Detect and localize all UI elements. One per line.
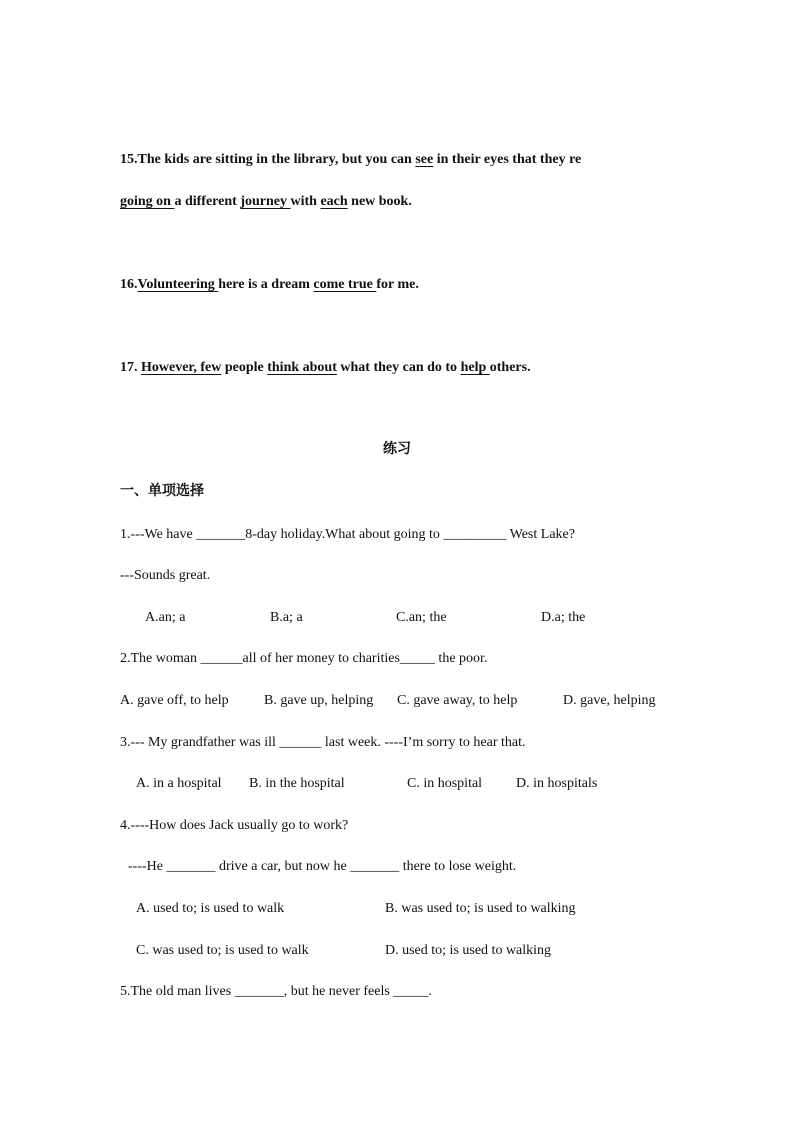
q1-option-c: C.an; the: [396, 610, 447, 625]
q17-text-b: people: [221, 360, 268, 375]
q16-text-c: for me.: [376, 277, 419, 292]
q15-underline-see: see: [415, 152, 434, 167]
q4-option-a: A. used to; is used to walk: [136, 901, 285, 916]
q4-option-c: C. was used to; is used to walk: [136, 943, 309, 958]
question-1: 1.---We have _______8-day holiday.What about going to _________ West Lake?: [120, 527, 575, 542]
q4-option-b: B. was used to; is used to walking: [385, 901, 576, 916]
q15-text-d: with: [290, 194, 321, 209]
q2-option-a: A. gave off, to help: [120, 693, 229, 708]
section-title-single-choice: 一、单项选择: [120, 484, 204, 499]
q2-option-b: B. gave up, helping: [264, 693, 374, 708]
q15-underline-going-on: going on: [120, 194, 175, 209]
q15-underline-each: each: [320, 194, 348, 209]
question-4-reply: ----He _______ drive a car, but now he _______ there to lose weight.: [128, 859, 517, 874]
q3-option-c: C. in hospital: [407, 776, 483, 791]
q2-option-d: D. gave, helping: [563, 693, 656, 708]
q17-underline-help: help: [460, 360, 490, 375]
q17-underline-however-few: However, few: [141, 360, 222, 375]
q3-option-b: B. in the hospital: [249, 776, 345, 791]
question-16: [120, 276, 674, 294]
q4-option-d: D. used to; is used to walking: [385, 943, 552, 958]
q15-text-a: 15.The kids are sitting in the library, but you can: [120, 152, 416, 167]
q15-text-c: a different: [174, 194, 241, 209]
question-4: 4.----How does Jack usually go to work?: [120, 818, 349, 833]
question-2: 2.The woman ______all of her money to charities_____ the poor.: [120, 651, 488, 666]
q1-option-d: D.a; the: [541, 610, 586, 625]
q15-text-e: new book.: [347, 194, 412, 209]
q1-option-a: A.an; a: [145, 610, 186, 625]
question-17: [120, 359, 674, 377]
q16-underline-come-true: come true: [313, 277, 377, 292]
q1-option-b: B.a; a: [270, 610, 303, 625]
question-15-line-2: [120, 193, 674, 211]
question-15-line-1: [120, 151, 674, 169]
q15-underline-journey: journey: [240, 194, 291, 209]
question-3: 3.--- My grandfather was ill ______ last week. ----I’m sorry to hear that.: [120, 735, 526, 750]
q16-text-b: here is a dream: [218, 277, 314, 292]
q3-option-a: A. in a hospital: [136, 776, 222, 791]
q16-underline-volunteering: Volunteering: [137, 277, 219, 292]
q17-text-d: others.: [489, 360, 531, 375]
q16-text-a: 16.: [120, 277, 138, 292]
q17-text-a: 17.: [120, 360, 141, 375]
question-1-reply: ---Sounds great.: [120, 568, 211, 583]
question-5: 5.The old man lives _______, but he never feels _____.: [120, 984, 432, 999]
q17-underline-think-about: think about: [267, 360, 337, 375]
q3-option-d: D. in hospitals: [516, 776, 598, 791]
q17-text-c: what they can do to: [336, 360, 461, 375]
q15-text-b: in their eyes that they re: [433, 152, 582, 167]
q2-option-c: C. gave away, to help: [397, 693, 518, 708]
practice-title: 练习: [383, 442, 411, 457]
